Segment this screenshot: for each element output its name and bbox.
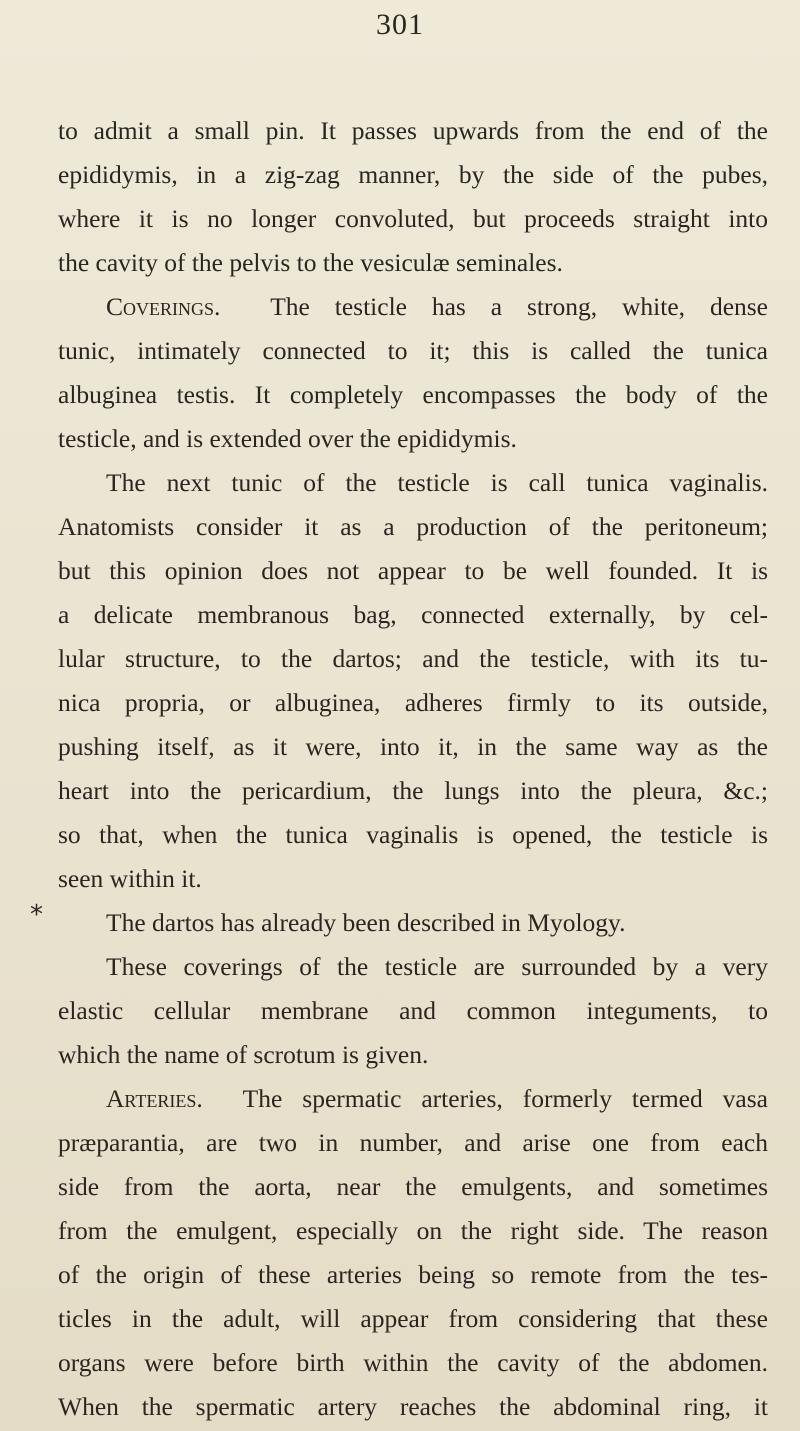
- text-line: The dartos has already been described in Myology.: [106, 908, 626, 937]
- text-line: When the spermatic artery reaches the abdominal ring, it: [58, 1392, 768, 1421]
- text-line: seen within it.: [58, 864, 202, 893]
- text-line: pushing itself, as it were, into it, in the same way as the: [58, 732, 768, 761]
- text-line: nica propria, or albuginea, adheres firmly to its outside,: [58, 688, 768, 717]
- text-line-body: The testicle has a strong, white, dense: [270, 292, 769, 321]
- text-line: of the origin of these arteries being so remote from the tes-: [58, 1260, 768, 1289]
- text-line: præparantia, are two in number, and arise one from each: [58, 1128, 768, 1157]
- asterisk-marker: *: [30, 900, 43, 930]
- text-line: epididymis, in a zig-zag manner, by the side of the pubes,: [58, 160, 768, 189]
- text-line: side from the aorta, near the emulgents, and sometimes: [58, 1172, 768, 1201]
- page-number: 301: [376, 8, 424, 41]
- text-line: testicle, and is extended over the epididymis.: [58, 424, 517, 453]
- text-line: The next tunic of the testicle is call tunica vaginalis.: [106, 468, 768, 497]
- text-line: where it is no longer convoluted, but proceeds straight into: [58, 204, 768, 233]
- text-line: albuginea testis. It completely encompasses the body of the: [58, 380, 768, 409]
- text-line: which the name of scrotum is given.: [58, 1040, 429, 1069]
- text-line: These coverings of the testicle are surrounded by a very: [106, 952, 768, 981]
- text-line: tunic, intimately connected to it; this is called the tunica: [58, 336, 768, 365]
- text-line: Anatomists consider it as a production of the peritoneum;: [58, 512, 768, 541]
- text-line: the cavity of the pelvis to the vesiculæ seminales.: [58, 248, 563, 277]
- text-line: lular structure, to the dartos; and the testicle, with its tu-: [58, 644, 768, 673]
- text-line-body: The spermatic arteries, formerly termed vasa: [242, 1084, 768, 1113]
- text-line: so that, when the tunica vaginalis is opened, the testicle is: [58, 820, 768, 849]
- text-line: heart into the pericardium, the lungs into the pleura, &c.;: [58, 776, 768, 805]
- text-line: [106, 1086, 768, 1112]
- text-line: but this opinion does not appear to be well founded. It is: [58, 556, 768, 585]
- text-line: ticles in the adult, will appear from considering that these: [58, 1304, 768, 1333]
- text-line: organs were before birth within the cavity of the abdomen.: [58, 1348, 768, 1377]
- text-line: [106, 294, 768, 320]
- text-line: a delicate membranous bag, connected externally, by cel-: [58, 600, 768, 629]
- text-line: elastic cellular membrane and common integuments, to: [58, 996, 768, 1025]
- section-heading: Arteries.: [106, 1084, 203, 1113]
- text-line: to admit a small pin. It passes upwards from the end of the: [58, 116, 768, 145]
- text-line: from the emulgent, especially on the right side. The reason: [58, 1216, 768, 1245]
- section-heading: Coverings.: [106, 292, 221, 321]
